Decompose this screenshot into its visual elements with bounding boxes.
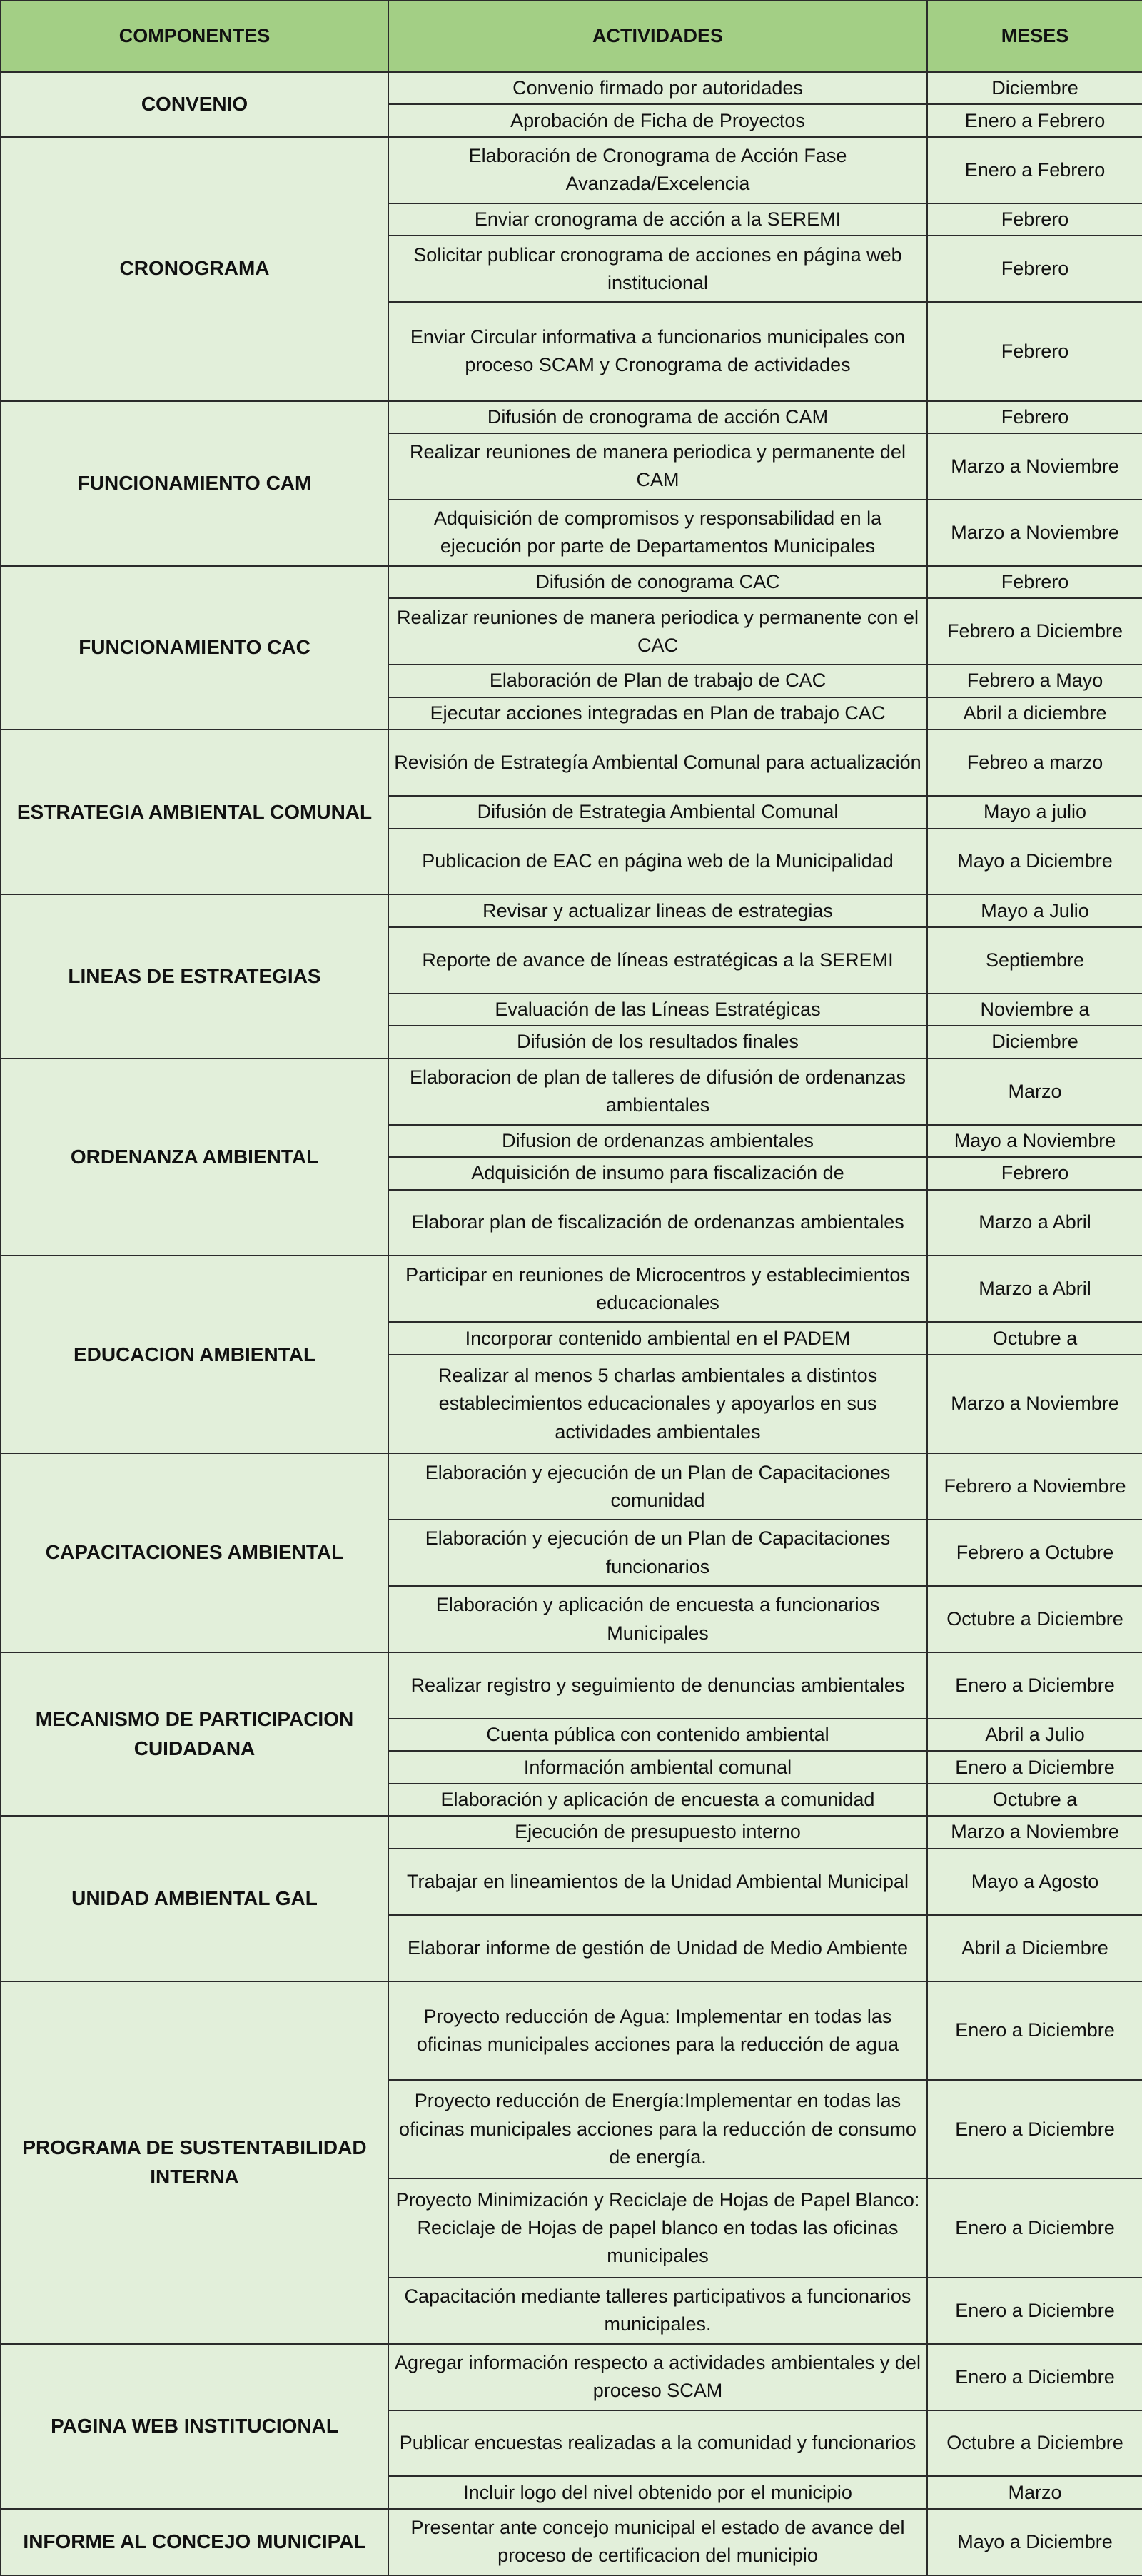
component-name: PROGRAMA DE SUSTENTABILIDAD INTERNA [1,1981,388,2344]
activity-cell: Proyecto Minimización y Reciclaje de Hojas de Papel Blanco: Reciclaje de Hojas de papel blanco en todas las oficinas municipales [388,2178,927,2277]
header-row [1,1,1142,72]
activity-cell: Elaboración y ejecución de un Plan de Capacitaciones funcionarios [388,1520,927,1586]
months-cell: Noviembre a [927,994,1142,1026]
table-row [1,2344,1142,2410]
months-cell: Marzo a Noviembre [927,433,1142,500]
activity-cell: Proyecto reducción de Agua: Implementar en todas las oficinas municipales acciones para la reducción de agua [388,1981,927,2080]
months-cell: Enero a Diciembre [927,1751,1142,1783]
months-cell: Abril a Diciembre [927,1915,1142,1981]
months-cell: Octubre a [927,1784,1142,1816]
activity-cell: Publicar encuestas realizadas a la comunidad y funcionarios [388,2410,927,2477]
table-row [1,1981,1142,2080]
component-name: CRONOGRAMA [1,137,388,401]
header-meses: MESES [927,1,1142,72]
activity-cell: Difusión de los resultados finales [388,1026,927,1058]
table-row [1,566,1142,598]
activity-cell: Realizar reuniones de manera periodica y permanente con el CAC [388,598,927,665]
months-cell: Marzo a Abril [927,1256,1142,1322]
months-cell: Octubre a [927,1322,1142,1354]
activity-cell: Incluir logo del nivel obtenido por el municipio [388,2476,927,2508]
months-cell: Mayo a Noviembre [927,1125,1142,1157]
activity-cell: Adquisición de insumo para fiscalización de [388,1157,927,1189]
months-cell: Enero a Febrero [927,104,1142,136]
table-row [1,729,1142,796]
activity-cell: Información ambiental comunal [388,1751,927,1783]
activity-cell: Elaborar informe de gestión de Unidad de Medio Ambiente [388,1915,927,1981]
months-cell: Enero a Diciembre [927,2278,1142,2344]
activity-cell: Difusion de ordenanzas ambientales [388,1125,927,1157]
months-cell: Diciembre [927,1026,1142,1058]
activity-cell: Incorporar contenido ambiental en el PADEM [388,1322,927,1354]
months-cell: Febrero [927,203,1142,236]
activity-cell: Convenio firmado por autoridades [388,72,927,104]
activity-cell: Ejecución de presupuesto interno [388,1816,927,1848]
activity-cell: Elaborar plan de fiscalización de ordenanzas ambientales [388,1190,927,1256]
activity-cell: Revisión de Estrategía Ambiental Comunal para actualización [388,729,927,796]
activity-cell: Realizar al menos 5 charlas ambientales a distintos establecimientos educacionales y apoyarlos en sus actividades ambientales [388,1355,927,1453]
activity-cell: Capacitación mediante talleres participativos a funcionarios municipales. [388,2278,927,2344]
activity-cell: Difusión de cronograma de acción CAM [388,401,927,433]
component-name: EDUCACION AMBIENTAL [1,1256,388,1453]
months-cell: Febrero [927,236,1142,302]
header-actividades: ACTIVIDADES [388,1,927,72]
table-row [1,1652,1142,1719]
activity-cell: Publicacion de EAC en página web de la Municipalidad [388,829,927,895]
months-cell: Marzo a Noviembre [927,1355,1142,1453]
months-cell: Marzo a Abril [927,1190,1142,1256]
months-cell: Enero a Diciembre [927,2178,1142,2277]
months-cell: Febrero a Noviembre [927,1453,1142,1520]
table-row [1,1453,1142,1520]
component-name: UNIDAD AMBIENTAL GAL [1,1816,388,1981]
table-row [1,1256,1142,1322]
table-row [1,72,1142,104]
activity-cell: Elaboración de Cronograma de Acción Fase Avanzada/Excelencia [388,137,927,203]
activity-cell: Adquisición de compromisos y responsabilidad en la ejecución por parte de Departamentos Municipales [388,500,927,566]
component-name: MECANISMO DE PARTICIPACION CUIDADANA [1,1652,388,1816]
months-cell: Abril a Julio [927,1719,1142,1751]
component-name: CAPACITACIONES AMBIENTAL [1,1453,388,1652]
table-header [1,1,1142,72]
activity-cell: Ejecutar acciones integradas en Plan de trabajo CAC [388,697,927,729]
activity-cell: Elaboracion de plan de talleres de difusión de ordenanzas ambientales [388,1059,927,1125]
header-componentes: COMPONENTES [1,1,388,72]
months-cell: Febrero [927,302,1142,400]
activity-cell: Difusión de conograma CAC [388,566,927,598]
component-name: ORDENANZA AMBIENTAL [1,1059,388,1256]
activity-cell: Participar en reuniones de Microcentros y establecimientos educacionales [388,1256,927,1322]
activity-cell: Solicitar publicar cronograma de acciones en página web institucional [388,236,927,302]
activity-cell: Elaboración y ejecución de un Plan de Capacitaciones comunidad [388,1453,927,1520]
activity-cell: Aprobación de Ficha de Proyectos [388,104,927,136]
months-cell: Marzo [927,1059,1142,1125]
months-cell: Enero a Febrero [927,137,1142,203]
activity-cell: Elaboración de Plan de trabajo de CAC [388,665,927,697]
activity-cell: Elaboración y aplicación de encuesta a funcionarios Municipales [388,1586,927,1652]
months-cell: Mayo a Julio [927,894,1142,926]
months-cell: Enero a Diciembre [927,2080,1142,2178]
table-row [1,401,1142,433]
table-row [1,1059,1142,1125]
months-cell: Febrero [927,1157,1142,1189]
activity-cell: Realizar reuniones de manera periodica y permanente del CAM [388,433,927,500]
component-name: PAGINA WEB INSTITUCIONAL [1,2344,388,2509]
activity-cell: Enviar Circular informativa a funcionarios municipales con proceso SCAM y Cronograma de actividades [388,302,927,400]
months-cell: Febrero a Octubre [927,1520,1142,1586]
months-cell: Septiembre [927,927,1142,994]
table-row [1,2509,1142,2575]
activity-cell: Cuenta pública con contenido ambiental [388,1719,927,1751]
months-cell: Octubre a Diciembre [927,1586,1142,1652]
activity-cell: Realizar registro y seguimiento de denuncias ambientales [388,1652,927,1719]
months-cell: Febrero [927,566,1142,598]
months-cell: Mayo a Diciembre [927,2509,1142,2575]
months-cell: Febrero a Diciembre [927,598,1142,665]
months-cell: Enero a Diciembre [927,1652,1142,1719]
months-cell: Marzo a Noviembre [927,500,1142,566]
activity-cell: Reporte de avance de líneas estratégicas a la SEREMI [388,927,927,994]
component-name: FUNCIONAMIENTO CAM [1,401,388,566]
months-cell: Octubre a Diciembre [927,2410,1142,2477]
months-cell: Mayo a Diciembre [927,829,1142,895]
months-cell: Diciembre [927,72,1142,104]
activity-cell: Presentar ante concejo municipal el estado de avance del proceso de certificacion del municipio [388,2509,927,2575]
activity-cell: Difusión de Estrategia Ambiental Comunal [388,796,927,828]
months-cell: Mayo a Agosto [927,1849,1142,1915]
months-cell: Abril a diciembre [927,697,1142,729]
months-cell: Marzo a Noviembre [927,1816,1142,1848]
months-cell: Febreo a marzo [927,729,1142,796]
activity-cell: Enviar cronograma de acción a la SEREMI [388,203,927,236]
activity-cell: Agregar información respecto a actividades ambientales y del proceso SCAM [388,2344,927,2410]
activity-cell: Proyecto reducción de Energía:Implementar en todas las oficinas municipales acciones para la reducción de consumo de energía. [388,2080,927,2178]
component-name: INFORME AL CONCEJO MUNICIPAL [1,2509,388,2575]
component-name: FUNCIONAMIENTO CAC [1,566,388,729]
months-cell: Marzo [927,2476,1142,2508]
component-name: LINEAS DE ESTRATEGIAS [1,894,388,1058]
activity-cell: Revisar y actualizar lineas de estrategias [388,894,927,926]
component-name: CONVENIO [1,72,388,137]
table-row [1,137,1142,203]
table-row [1,1816,1142,1848]
activity-cell: Trabajar en lineamientos de la Unidad Ambiental Municipal [388,1849,927,1915]
months-cell: Enero a Diciembre [927,1981,1142,2080]
activity-cell: Evaluación de las Líneas Estratégicas [388,994,927,1026]
activity-cell: Elaboración y aplicación de encuesta a comunidad [388,1784,927,1816]
table-body [1,72,1142,2575]
component-name: ESTRATEGIA AMBIENTAL COMUNAL [1,729,388,894]
months-cell: Mayo a julio [927,796,1142,828]
months-cell: Enero a Diciembre [927,2344,1142,2410]
months-cell: Febrero [927,401,1142,433]
months-cell: Febrero a Mayo [927,665,1142,697]
table-row [1,894,1142,926]
